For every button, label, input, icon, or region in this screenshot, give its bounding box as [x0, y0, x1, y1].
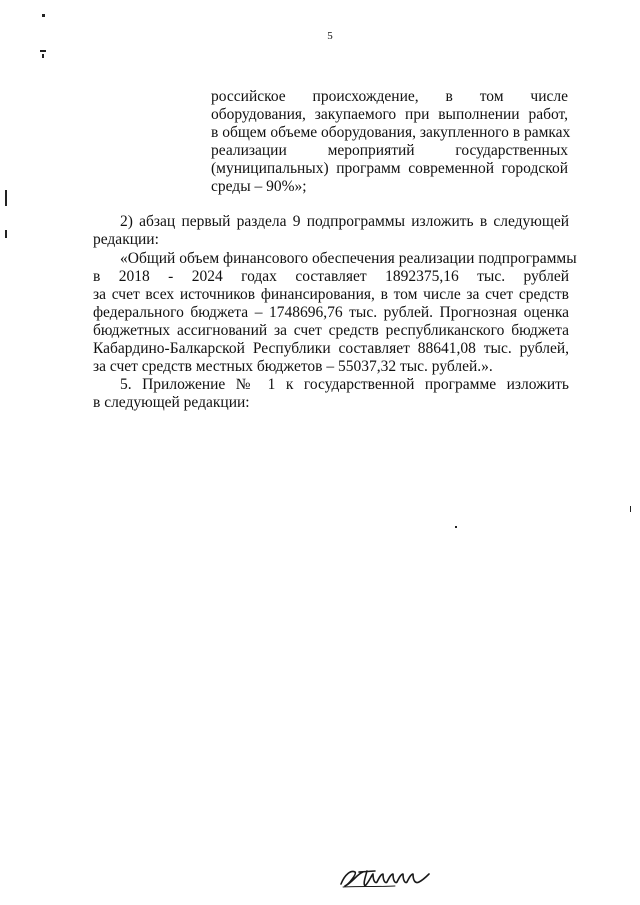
scan-mark [455, 526, 457, 528]
quoted-fragment [211, 88, 571, 196]
text-line: 2) абзац первый раздела 9 подпрограммы изложить в следующей [120, 213, 569, 230]
text-line: в общем объеме оборудования, закупленного в рамках [211, 124, 571, 141]
text-line: за счет средств местных бюджетов – 55037,32 тыс. рублей.». [93, 358, 493, 375]
text-line: Кабардино-Балкарской Республики составляет 88641,08 тыс. рублей, [93, 340, 569, 357]
scan-mark [5, 230, 7, 238]
text-line: среды – 90%»; [211, 178, 307, 195]
scan-mark [5, 190, 7, 206]
text-line: (муниципальных) программ современной городской [211, 160, 568, 177]
scan-mark [42, 54, 44, 58]
scan-mark [42, 14, 45, 17]
scan-mark [630, 506, 631, 512]
scan-mark [40, 50, 46, 52]
paragraph-2 [93, 213, 569, 249]
text-line: редакции: [93, 231, 159, 248]
signature-icon [335, 860, 435, 892]
text-line: оборудования, закупаемого при выполнении работ, [211, 106, 568, 123]
text-line: в 2018 - 2024 годах составляет 1892375,16 тыс. рублей [93, 268, 569, 285]
text-line: «Общий объем финансового обеспечения реализации подпрограммы [120, 250, 577, 267]
text-line: федерального бюджета – 1748696,76 тыс. рублей. Прогнозная оценка [93, 304, 569, 321]
paragraph-3 [93, 250, 577, 412]
text-line: 5. Приложение № 1 к государственной программе изложить [120, 376, 569, 393]
text-line: бюджетных ассигнований за счет средств республиканского бюджета [93, 322, 569, 339]
text-line: в следующей редакции: [93, 394, 250, 411]
text-line: российское происхождение, в том числе [211, 88, 568, 105]
text-line: реализации мероприятий государственных [211, 142, 568, 159]
page-number: 5 [327, 30, 333, 42]
text-line: за счет всех источников финансирования, в том числе за счет средств [93, 286, 569, 303]
